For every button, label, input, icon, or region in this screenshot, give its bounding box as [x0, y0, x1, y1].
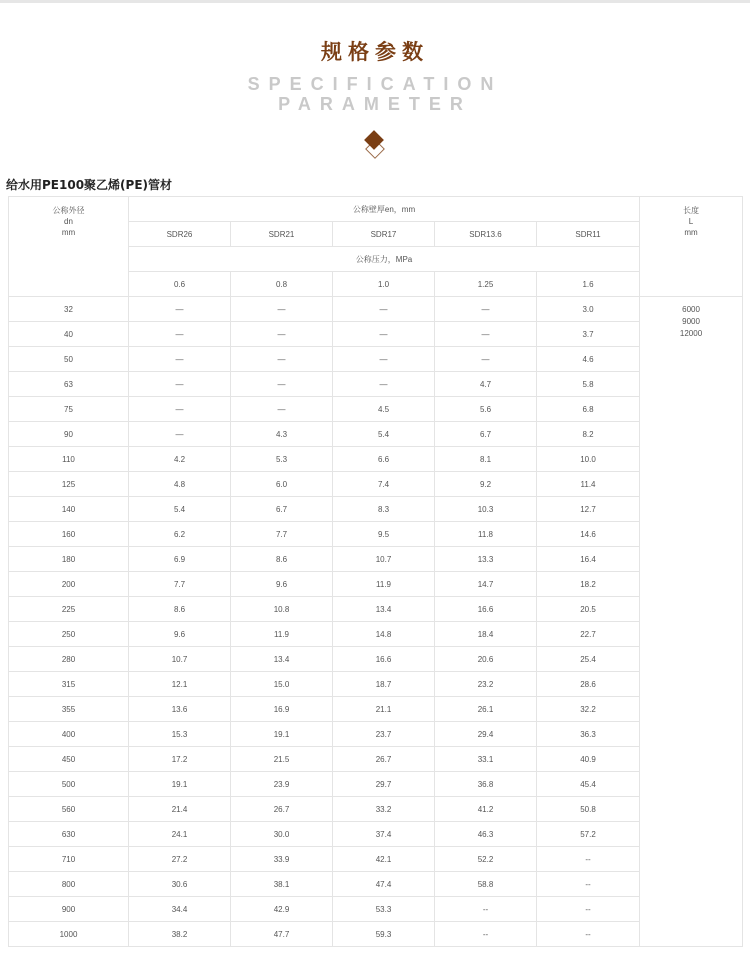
thickness-cell: 6.9 [129, 547, 231, 572]
dn-cell: 500 [9, 772, 129, 797]
table-row [9, 697, 743, 722]
thickness-cell: 53.3 [333, 897, 435, 922]
thickness-cell: 11.4 [537, 472, 640, 497]
thickness-cell: 8.6 [231, 547, 333, 572]
page-subtitle-line1: SPECIFICATION [247, 74, 503, 94]
thickness-cell: — [129, 297, 231, 322]
thickness-cell: — [129, 372, 231, 397]
dn-cell: 63 [9, 372, 129, 397]
thickness-cell: 33.2 [333, 797, 435, 822]
dn-cell: 250 [9, 622, 129, 647]
table-row [9, 722, 743, 747]
sdr-header: SDR26 [129, 222, 231, 247]
dn-cell: 50 [9, 347, 129, 372]
thickness-cell: 21.1 [333, 697, 435, 722]
thickness-cell: — [333, 297, 435, 322]
table-row [9, 747, 743, 772]
table-row [9, 622, 743, 647]
thickness-cell: 6.7 [435, 422, 537, 447]
thickness-cell: — [129, 397, 231, 422]
dn-cell: 125 [9, 472, 129, 497]
pressure-value: 1.0 [333, 272, 435, 297]
thickness-cell: 42.9 [231, 897, 333, 922]
thickness-cell: 25.4 [537, 647, 640, 672]
table-row [9, 872, 743, 897]
thickness-cell: 28.6 [537, 672, 640, 697]
dn-cell: 140 [9, 497, 129, 522]
dn-cell: 710 [9, 847, 129, 872]
thickness-cell: 5.3 [231, 447, 333, 472]
thickness-cell: 4.7 [435, 372, 537, 397]
table-row [9, 572, 743, 597]
thickness-cell: 23.7 [333, 722, 435, 747]
sdr-header: SDR17 [333, 222, 435, 247]
thickness-cell: 22.7 [537, 622, 640, 647]
dn-cell: 225 [9, 597, 129, 622]
thickness-cell: -- [435, 897, 537, 922]
length-value: 12000 [679, 329, 703, 338]
thickness-cell: 45.4 [537, 772, 640, 797]
thickness-cell: — [435, 322, 537, 347]
thickness-cell: 36.3 [537, 722, 640, 747]
pressure-value: 1.25 [435, 272, 537, 297]
thickness-cell: 13.3 [435, 547, 537, 572]
thickness-cell: 23.9 [231, 772, 333, 797]
thickness-cell: 3.0 [537, 297, 640, 322]
thickness-cell: 13.4 [231, 647, 333, 672]
table-row [9, 372, 743, 397]
thickness-cell: -- [435, 922, 537, 947]
thickness-cell: 47.7 [231, 922, 333, 947]
spec-table [8, 196, 743, 947]
diamond-icon [362, 128, 388, 158]
thickness-cell: 5.4 [129, 497, 231, 522]
pressure-value: 1.6 [537, 272, 640, 297]
thickness-cell: 10.0 [537, 447, 640, 472]
thickness-cell: 21.5 [231, 747, 333, 772]
thickness-cell: 7.7 [129, 572, 231, 597]
thickness-cell: 18.4 [435, 622, 537, 647]
thickness-cell: 10.8 [231, 597, 333, 622]
table-row [9, 547, 743, 572]
thickness-cell: 47.4 [333, 872, 435, 897]
length-header: 长度 L mm [640, 197, 743, 297]
table-row [9, 672, 743, 697]
table-row [9, 647, 743, 672]
dn-cell: 560 [9, 797, 129, 822]
table-row [9, 772, 743, 797]
thickness-cell: 24.1 [129, 822, 231, 847]
thickness-cell: 4.5 [333, 397, 435, 422]
thickness-cell: 11.9 [231, 622, 333, 647]
thickness-cell: 9.6 [231, 572, 333, 597]
thickness-cell: — [231, 397, 333, 422]
page-title: 规格参数 [321, 40, 429, 64]
thickness-cell: — [435, 297, 537, 322]
thickness-cell: 15.0 [231, 672, 333, 697]
pressure-value: 0.8 [231, 272, 333, 297]
thickness-cell: 7.4 [333, 472, 435, 497]
thickness-cell: 15.3 [129, 722, 231, 747]
dn-cell: 110 [9, 447, 129, 472]
thickness-cell: 7.7 [231, 522, 333, 547]
thickness-cell: 46.3 [435, 822, 537, 847]
thickness-cell: — [129, 322, 231, 347]
thickness-cell: 29.4 [435, 722, 537, 747]
thickness-cell: 41.2 [435, 797, 537, 822]
table-row [9, 522, 743, 547]
thickness-cell: 4.6 [537, 347, 640, 372]
top-divider [0, 0, 750, 3]
thickness-cell: 5.8 [537, 372, 640, 397]
thickness-cell: 4.8 [129, 472, 231, 497]
thickness-cell: 33.1 [435, 747, 537, 772]
thickness-cell: — [435, 347, 537, 372]
thickness-cell: 16.9 [231, 697, 333, 722]
thickness-cell: 5.6 [435, 397, 537, 422]
dn-cell: 90 [9, 422, 129, 447]
thickness-cell: 18.7 [333, 672, 435, 697]
table-row [9, 597, 743, 622]
thickness-cell: 20.5 [537, 597, 640, 622]
dn-header: 公称外径 dn mm [9, 197, 129, 297]
table-row [9, 347, 743, 372]
sdr-header: SDR13.6 [435, 222, 537, 247]
thickness-cell: 38.1 [231, 872, 333, 897]
thickness-cell: 19.1 [231, 722, 333, 747]
thickness-cell: 5.4 [333, 422, 435, 447]
thickness-cell: 4.3 [231, 422, 333, 447]
thickness-cell: 26.7 [231, 797, 333, 822]
length-value: 9000 [682, 317, 700, 326]
thickness-cell: 6.0 [231, 472, 333, 497]
dn-cell: 900 [9, 897, 129, 922]
dn-cell: 280 [9, 647, 129, 672]
thickness-cell: — [129, 422, 231, 447]
thickness-cell: — [333, 372, 435, 397]
sdr-header: SDR21 [231, 222, 333, 247]
table-row [9, 922, 743, 947]
thickness-cell: 21.4 [129, 797, 231, 822]
thickness-cell: 30.6 [129, 872, 231, 897]
thickness-cell: 3.7 [537, 322, 640, 347]
thickness-cell: 52.2 [435, 847, 537, 872]
thickness-cell: 6.7 [231, 497, 333, 522]
dn-cell: 75 [9, 397, 129, 422]
thickness-cell: 30.0 [231, 822, 333, 847]
thickness-cell: 58.8 [435, 872, 537, 897]
thickness-cell: 10.3 [435, 497, 537, 522]
dn-cell: 355 [9, 697, 129, 722]
length-value: 6000 [682, 305, 700, 314]
wall-thickness-header: 公称壁厚en，mm [129, 197, 640, 222]
thickness-cell: 11.9 [333, 572, 435, 597]
thickness-cell: 16.6 [333, 647, 435, 672]
thickness-cell: 14.6 [537, 522, 640, 547]
thickness-cell: 50.8 [537, 797, 640, 822]
thickness-cell: 12.1 [129, 672, 231, 697]
table-row [9, 797, 743, 822]
thickness-cell: — [129, 347, 231, 372]
thickness-cell: 27.2 [129, 847, 231, 872]
table-row [9, 472, 743, 497]
table-row [9, 322, 743, 347]
thickness-cell: 36.8 [435, 772, 537, 797]
thickness-cell: -- [537, 872, 640, 897]
thickness-cell: 17.2 [129, 747, 231, 772]
thickness-cell: 4.2 [129, 447, 231, 472]
dn-cell: 450 [9, 747, 129, 772]
thickness-cell: 34.4 [129, 897, 231, 922]
pressure-header: 公称压力，MPa [129, 247, 640, 272]
thickness-cell: — [333, 347, 435, 372]
dn-cell: 200 [9, 572, 129, 597]
thickness-cell: 8.6 [129, 597, 231, 622]
thickness-cell: 14.7 [435, 572, 537, 597]
thickness-cell: 16.4 [537, 547, 640, 572]
thickness-cell: 29.7 [333, 772, 435, 797]
dn-cell: 630 [9, 822, 129, 847]
table-row [9, 447, 743, 472]
thickness-cell: — [231, 347, 333, 372]
thickness-cell: 12.7 [537, 497, 640, 522]
thickness-cell: 6.8 [537, 397, 640, 422]
thickness-cell: — [231, 297, 333, 322]
thickness-cell: 14.8 [333, 622, 435, 647]
thickness-cell: 32.2 [537, 697, 640, 722]
thickness-cell: 9.6 [129, 622, 231, 647]
dn-cell: 180 [9, 547, 129, 572]
thickness-cell: 23.2 [435, 672, 537, 697]
dn-cell: 160 [9, 522, 129, 547]
thickness-cell: 9.5 [333, 522, 435, 547]
thickness-cell: 9.2 [435, 472, 537, 497]
dn-cell: 800 [9, 872, 129, 897]
thickness-cell: 10.7 [129, 647, 231, 672]
table-row [9, 397, 743, 422]
sdr-header: SDR11 [537, 222, 640, 247]
thickness-cell: 6.6 [333, 447, 435, 472]
thickness-cell: 8.3 [333, 497, 435, 522]
thickness-cell: 13.6 [129, 697, 231, 722]
thickness-cell: 13.4 [333, 597, 435, 622]
thickness-cell: — [231, 322, 333, 347]
thickness-cell: 57.2 [537, 822, 640, 847]
dn-cell: 32 [9, 297, 129, 322]
thickness-cell: 18.2 [537, 572, 640, 597]
thickness-cell: 38.2 [129, 922, 231, 947]
table-row [9, 847, 743, 872]
thickness-cell: 8.2 [537, 422, 640, 447]
dn-cell: 40 [9, 322, 129, 347]
dn-cell: 315 [9, 672, 129, 697]
length-cell [640, 297, 743, 947]
thickness-cell: — [333, 322, 435, 347]
thickness-cell: 33.9 [231, 847, 333, 872]
thickness-cell: 26.1 [435, 697, 537, 722]
table-row [9, 497, 743, 522]
thickness-cell: 40.9 [537, 747, 640, 772]
thickness-cell: 20.6 [435, 647, 537, 672]
thickness-cell: 42.1 [333, 847, 435, 872]
table-row [9, 822, 743, 847]
table-row [9, 422, 743, 447]
thickness-cell: -- [537, 847, 640, 872]
thickness-cell: 19.1 [129, 772, 231, 797]
thickness-cell: -- [537, 922, 640, 947]
pressure-value: 0.6 [129, 272, 231, 297]
thickness-cell: — [231, 372, 333, 397]
thickness-cell: 8.1 [435, 447, 537, 472]
thickness-cell: 11.8 [435, 522, 537, 547]
thickness-cell: -- [537, 897, 640, 922]
thickness-cell: 59.3 [333, 922, 435, 947]
table-row [9, 897, 743, 922]
dn-cell: 1000 [9, 922, 129, 947]
page-subtitle-line2: PARAMETER [278, 94, 472, 114]
table-row [9, 297, 743, 322]
thickness-cell: 37.4 [333, 822, 435, 847]
table-title: 给水用PE100聚乙烯(PE)管材 [6, 178, 173, 192]
dn-cell: 400 [9, 722, 129, 747]
thickness-cell: 10.7 [333, 547, 435, 572]
thickness-cell: 6.2 [129, 522, 231, 547]
thickness-cell: 26.7 [333, 747, 435, 772]
thickness-cell: 16.6 [435, 597, 537, 622]
